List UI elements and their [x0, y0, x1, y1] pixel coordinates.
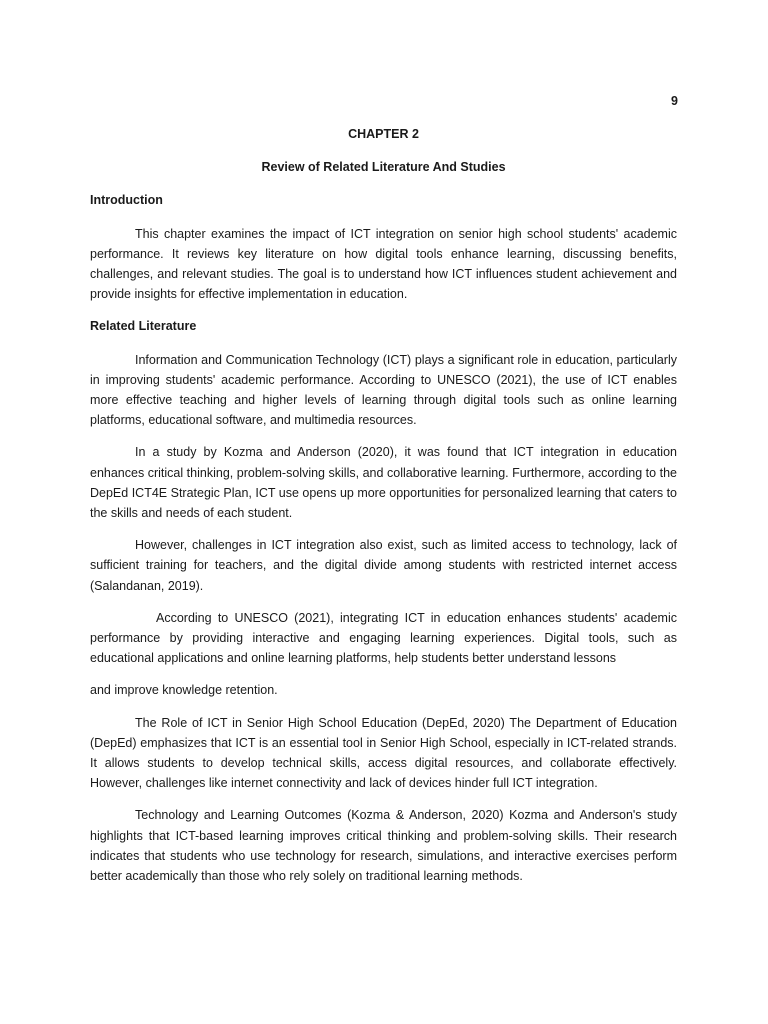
introduction-heading: Introduction: [90, 193, 163, 208]
literature-paragraph-3: However, challenges in ICT integration also exist, such as limited access to technology, lack of sufficient training for teachers, and the digital divide among students with restricted internet access (Salandanan, 2019).: [90, 538, 677, 593]
literature-paragraph-4-continuation: and improve knowledge retention.: [90, 683, 278, 698]
literature-paragraph-4: According to UNESCO (2021), integrating ICT in education enhances students' academic performance by providing interactive and engaging learning experiences. Digital tools, such as educational applications and online learning platforms, help students better understand lessons: [90, 610, 677, 666]
page-number: 9: [671, 94, 678, 108]
related-literature-heading: Related Literature: [90, 319, 197, 334]
chapter-heading: CHAPTER 2: [348, 127, 419, 141]
literature-paragraph-2: In a study by Kozma and Anderson (2020), it was found that ICT integration in education enhances critical thinking, problem-solving skills, and collaborative learning. Furthermore, according to the DepEd ICT4E Strategic Plan, ICT use opens up more opportunities for personalized learning that caters to the skills and needs of each student.: [90, 445, 677, 521]
literature-paragraph-6: Technology and Learning Outcomes (Kozma & Anderson, 2020) Kozma and Anderson's study highlights that ICT-based learning improves critical thinking and problem-solving skills. Their research indicates that students who use technology for research, simulations, and interactive exercises perform better academically than those who rely solely on traditional learning methods.: [90, 808, 677, 884]
document-body: [90, 124, 677, 898]
introduction-paragraph: This chapter examines the impact of ICT integration on senior high school students' academic performance. It reviews key literature on how digital tools enhance learning, discussing benefits, challenges, and relevant studies. The goal is to understand how ICT influences student achievement and provide insights for effective implementation in education.: [90, 226, 677, 302]
literature-paragraph-5: The Role of ICT in Senior High School Education (DepEd, 2020) The Department of Education (DepEd) emphasizes that ICT is an essential tool in Senior High School, especially in ICT-related strands. It allows students to develop technical skills, access digital resources, and collaborate effectively. However, challenges like internet connectivity and lack of devices hinder full ICT integration.: [90, 715, 677, 791]
chapter-title: Review of Related Literature And Studies: [261, 160, 506, 175]
literature-paragraph-1: Information and Communication Technology (ICT) plays a significant role in education, particularly in improving students' academic performance. According to UNESCO (2021), the use of ICT enables more effective teaching and higher levels of learning through digital tools such as online learning platforms, educational software, and multimedia resources.: [90, 352, 677, 428]
